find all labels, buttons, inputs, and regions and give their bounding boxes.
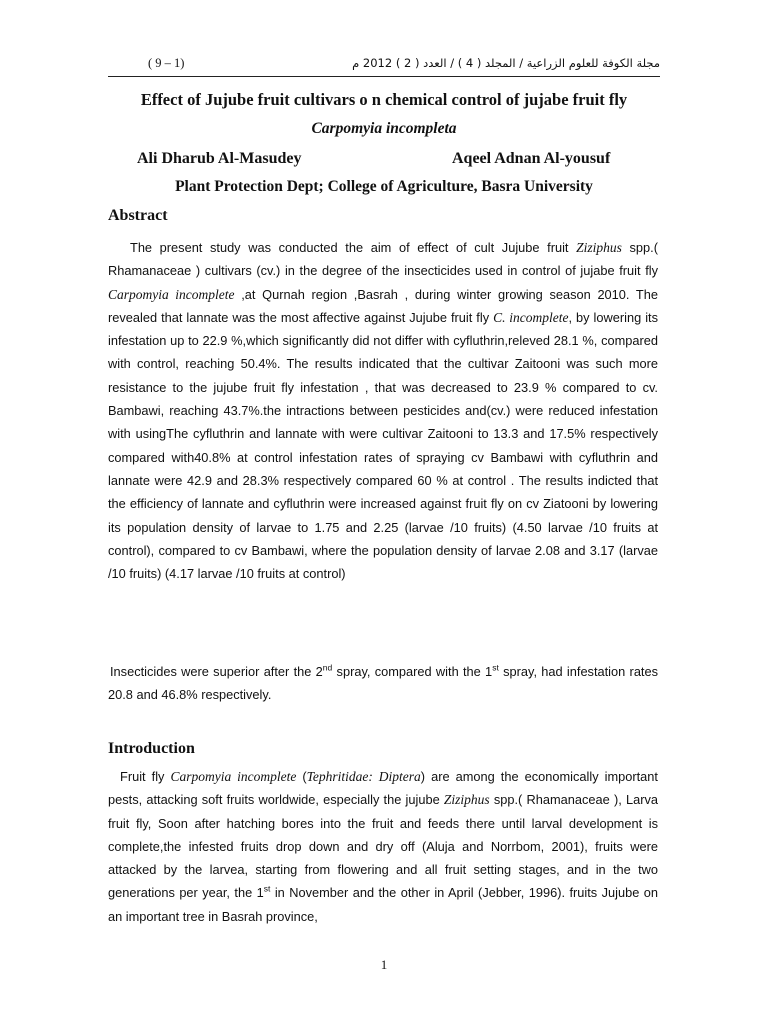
affiliation: Plant Protection Dept; College of Agriculture, Basra University (175, 178, 593, 195)
abstract-text: spray, compared with the 1 (332, 664, 493, 679)
author-2: Aqeel Adnan Al-yousuf (452, 150, 611, 167)
species-abbrev: C. incomplete (493, 309, 569, 325)
introduction-paragraph (108, 765, 658, 928)
ordinal-suffix: st (263, 884, 271, 895)
running-header (108, 54, 660, 77)
genus-name: Ziziphus (576, 240, 622, 255)
abstract-text: spp.( Rhamanaceae ) cultivars (cv.) in the degree of the insecticides used in control of jujabe fruit fly (108, 240, 658, 279)
abstract-text: ,at Qurnah region ,Basrah , during winter growing season 2010. The revealed that lannate was the most affective against Jujube fruit fly (108, 286, 658, 325)
species-name-inline: Carpomyia incomplete (170, 769, 297, 784)
author-1: Ali Dharub Al-Masudey (137, 150, 302, 167)
ordinal-suffix: st (492, 662, 499, 673)
abstract-text: spray, had infestation rates 20.8 and 46.8% respectively. (108, 664, 659, 703)
page-number: 1 (380, 957, 388, 972)
intro-text: spp.( Rhamanaceae ), Larva fruit fly, Soon after hatching bores into the fruit and feeds there until larval development is complete,the infested fruits drop down and dry off (Aluja and Norrbom, 2001), fruits were attacked by the larvea, starting from flowering and all fruit setting stages, and in the two generations per year, the 1 (108, 792, 658, 901)
abstract-text: , by lowering its infestation up to 22.9 %,which significantly did not differ with cyfluthrin,releved 28.1 %, compared with control, reaching 50.4%. The results indicated that the cultivar Zaitooni was such more resistance to the jujube fruit fly infestation , that was decreased to 23.9 % compared to cv. Bambawi, reaching 43.7%.the intractions between pesticides and(cv.) were reduced infestation with usingThe cyfluthrin and lannate with were cultivar Zaitooni to 13.3 and 17.5% respectively compared with40.8% at control infestation rates of spraying cv Bambawi with cyfluthrin and lannate were 42.9 and 28.3% respectively compared 60 % at control . The results indicted that the efficiency of lannate and cyfluthrin were increased against fruit fly on cv Ziatooni by lowering its population density of larvae to 1.75 and 2.25 (larvae /10 fruits) (4.50 larvae /10 fruits at control), compared to cv Bambawi, where the population density of larvae 2.08 and 3.17 (larvae /10 fruits) (4.17 larvae /10 fruits at control) (108, 309, 658, 582)
abstract-heading: Abstract (108, 207, 168, 224)
page-range: ( 9 – 1) (148, 56, 185, 70)
abstract-text: Insecticides were superior after the 2 (110, 664, 323, 679)
journal-name: مجلة الكوفة للعلوم الزراعية / المجلد ( 4 ) / العدد ( 2 ) 2012 م (352, 56, 660, 70)
intro-text: Fruit fly (120, 769, 171, 784)
abstract-paragraph-1 (108, 236, 658, 585)
intro-text: in November and the other in April (Jebber, 1996). fruits Jujube on an important tree in Basrah province, (108, 885, 659, 924)
species-name-inline: Carpomyia incomplete (108, 286, 235, 302)
introduction-heading: Introduction (108, 740, 195, 757)
intro-text: ) are among the economically important pests, attacking soft fruits worldwide, especially the jujube (108, 769, 658, 808)
abstract-text: The present study was conducted the aim of effect of cult Jujube fruit (130, 240, 577, 255)
genus-name: Ziziphus (443, 792, 490, 808)
species-name: Carpomyia incompleta (311, 120, 457, 137)
intro-text: ( (296, 769, 307, 784)
paper-title: Effect of Jujube fruit cultivars o n chemical control of jujabe fruit fly (140, 90, 628, 109)
abstract-paragraph-2 (108, 660, 658, 707)
ordinal-suffix: nd (322, 662, 333, 673)
taxonomy-name: Tephritidae: Diptera (306, 769, 421, 784)
